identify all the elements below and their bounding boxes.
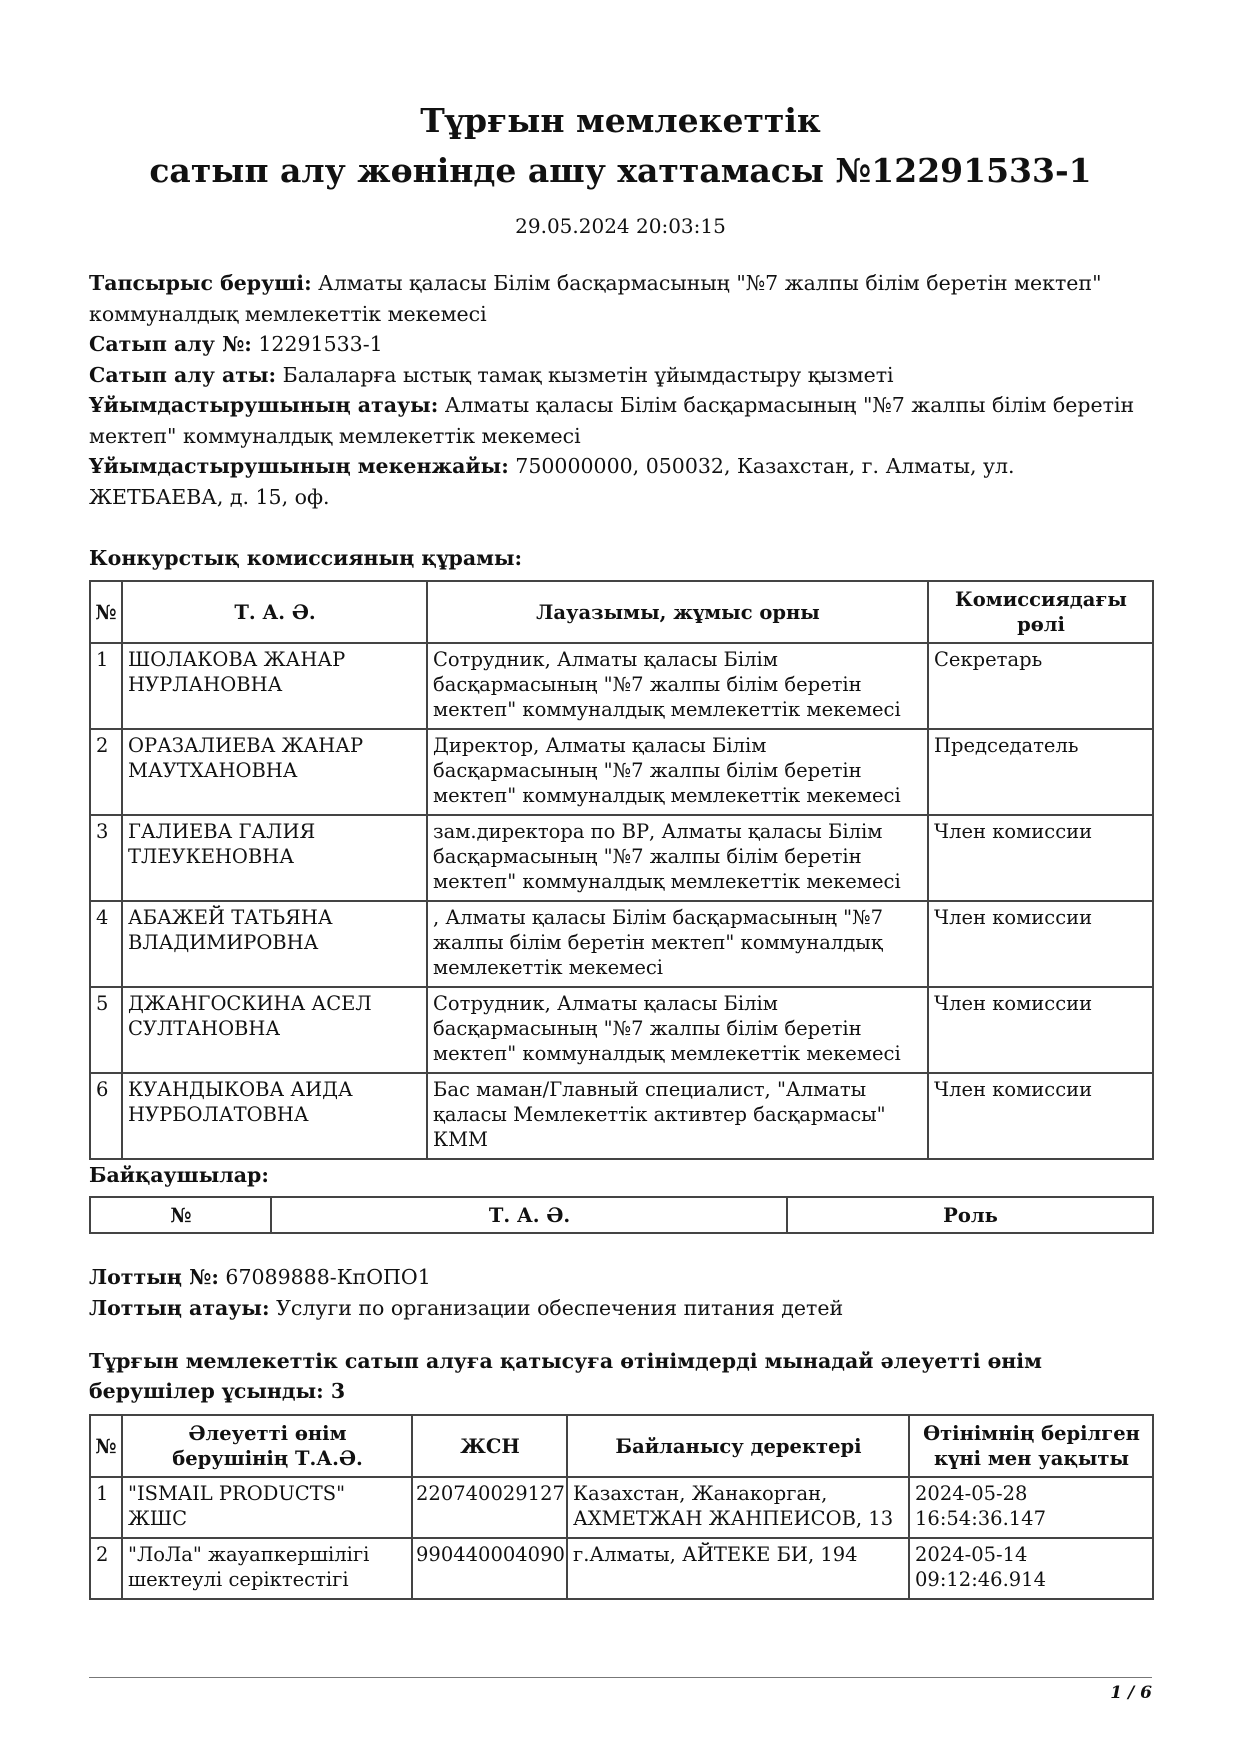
member-position: Директор, Алматы қаласы Білім басқармасының "№7 жалпы білім беретін мектеп" коммуналдық мемлекеттік мекемесі (427, 729, 928, 815)
member-position: Бас маман/Главный специалист, "Алматы қаласы Мемлекеттік активтер басқармасы" КММ (427, 1073, 928, 1159)
member-position: , Алматы қаласы Білім басқармасының "№7 жалпы білім беретін мектеп" коммуналдық мемлекеттік мекемесі (427, 901, 928, 987)
member-role: Член комиссии (928, 815, 1153, 901)
suppliers-header-row (90, 1415, 1153, 1477)
member-name: ШОЛАКОВА ЖАНАР НУРЛАНОВНА (122, 643, 427, 729)
col-role: Комиссиядағы рөлі (928, 581, 1153, 643)
customer-field (89, 268, 1152, 329)
row-number: 1 (90, 1477, 122, 1538)
col-full-name: Т. А. Ә. (271, 1197, 787, 1233)
col-number: № (90, 1197, 271, 1233)
member-role: Член комиссии (928, 987, 1153, 1073)
customer-value: Алматы қаласы Білім басқармасының "№7 жалпы білім беретін мектеп" коммуналдық мемлекеттік мекемесі (89, 271, 1102, 326)
document-datetime: 29.05.2024 20:03:15 (515, 214, 726, 238)
member-name: ОРАЗАЛИЕВА ЖАНАР МАУТХАНОВНА (122, 729, 427, 815)
supplier-submitted-at: 2024-05-28 16:54:36.147 (909, 1477, 1153, 1538)
table-row (90, 1073, 1153, 1159)
table-row (90, 815, 1153, 901)
lot-number-label: Лоттың №: (89, 1265, 219, 1289)
supplier-name: "ISMAIL PRODUCTS" ЖШС (122, 1477, 412, 1538)
title-line-2: сатып алу жөнінде ашу хаттамасы №12291533-1 (149, 151, 1092, 190)
member-role: Секретарь (928, 643, 1153, 729)
col-bin: ЖСН (412, 1415, 567, 1477)
supplier-bin: 990440004090 (412, 1538, 567, 1599)
member-name: КУАНДЫКОВА АИДА НУРБОЛАТОВНА (122, 1073, 427, 1159)
supplier-contacts: г.Алматы, АЙТЕКЕ БИ, 194 (567, 1538, 909, 1599)
row-number: 2 (90, 729, 122, 815)
col-submitted-at: Өтінімнің берілген күні мен уақыты (909, 1415, 1153, 1477)
purchase-name-label: Сатып алу аты: (89, 362, 277, 387)
organizer-address-field (89, 451, 1152, 512)
lot-name-label: Лоттың атауы: (89, 1295, 270, 1320)
row-number: 2 (90, 1538, 122, 1599)
suppliers-table (89, 1414, 1154, 1600)
table-row (90, 729, 1153, 815)
commission-heading: Конкурстық комиссияның құрамы: (89, 546, 523, 570)
table-row (90, 987, 1153, 1073)
customer-label: Тапсырыс беруші: (89, 271, 312, 295)
title-line-1: Тұрғын мемлекеттік (420, 101, 821, 140)
row-number: 5 (90, 987, 122, 1073)
member-name: АБАЖЕЙ ТАТЬЯНА ВЛАДИМИРОВНА (122, 901, 427, 987)
supplier-name: "ЛоЛа" жауапкершілігі шектеулі серіктестігі (122, 1538, 412, 1599)
supplier-contacts: Казахстан, Жанакорган, АХМЕТЖАН ЖАНПЕИСОВ, 13 (567, 1477, 909, 1538)
lot-name-field (89, 1293, 843, 1324)
organizer-address-value: 750000000, 050032, Казахстан, г. Алматы, ул. ЖЕТБАЕВА, д. 15, оф. (89, 454, 1015, 509)
table-row (90, 1477, 1153, 1538)
commission-header-row (90, 581, 1153, 643)
lot-info (89, 1262, 843, 1323)
lot-name-value: Услуги по организации обеспечения питания детей (276, 1295, 844, 1320)
purchase-number-field (89, 329, 1152, 360)
member-position: Сотрудник, Алматы қаласы Білім басқармасының "№7 жалпы білім беретін мектеп" коммуналдық мемлекеттік мекемесі (427, 987, 928, 1073)
col-number: № (90, 1415, 122, 1477)
supplier-bin: 220740029127 (412, 1477, 567, 1538)
member-role: Председатель (928, 729, 1153, 815)
table-row (90, 901, 1153, 987)
member-position: зам.директора по ВР, Алматы қаласы Білім басқармасының "№7 жалпы білім беретін мектеп" коммуналдық мемлекеттік мекемесі (427, 815, 928, 901)
organizer-name-value: Алматы қаласы Білім басқармасының "№7 жалпы білім беретін мектеп" коммуналдық мемлекеттік мекемесі (89, 393, 1135, 448)
page-number: 1 / 6 (1110, 1683, 1152, 1703)
purchase-name-field (89, 360, 1152, 391)
col-role: Роль (787, 1197, 1153, 1233)
purchase-name-value: Балаларға ыстық тамақ кызметін ұйымдастыру қызметі (282, 362, 894, 387)
commission-table (89, 580, 1154, 1160)
col-supplier-name: Әлеуетті өнім берушінің Т.А.Ә. (122, 1415, 412, 1477)
member-name: ДЖАНГОСКИНА АСЕЛ СУЛТАНОВНА (122, 987, 427, 1073)
member-role: Член комиссии (928, 901, 1153, 987)
document-title (89, 96, 1152, 196)
procurement-info (89, 268, 1152, 512)
table-row (90, 643, 1153, 729)
footer-divider (89, 1677, 1152, 1678)
purchase-number-label: Сатып алу №: (89, 332, 252, 356)
table-row (90, 1538, 1153, 1599)
member-role: Член комиссии (928, 1073, 1153, 1159)
observers-header-row (90, 1197, 1153, 1233)
purchase-number-value: 12291533-1 (258, 332, 383, 356)
member-name: ГАЛИЕВА ГАЛИЯ ТЛЕУКЕНОВНА (122, 815, 427, 901)
organizer-address-label: Ұйымдастырушының мекенжайы: (89, 454, 509, 478)
supplier-submitted-at: 2024-05-14 09:12:46.914 (909, 1538, 1153, 1599)
observers-heading: Байқаушылар: (89, 1163, 269, 1187)
col-position: Лауазымы, жұмыс орны (427, 581, 928, 643)
suppliers-heading: Тұрғын мемлекеттік сатып алуға қатысуға өтінімдерді мынадай әлеуетті өнім берушілер ұсынды: 3 (89, 1349, 1042, 1403)
organizer-name-label: Ұйымдастырушының атауы: (89, 393, 439, 417)
member-position: Сотрудник, Алматы қаласы Білім басқармасының "№7 жалпы білім беретін мектеп" коммуналдық мемлекеттік мекемесі (427, 643, 928, 729)
col-number: № (90, 581, 122, 643)
col-full-name: Т. А. Ә. (122, 581, 427, 643)
lot-number-field (89, 1262, 843, 1293)
row-number: 4 (90, 901, 122, 987)
row-number: 3 (90, 815, 122, 901)
row-number: 1 (90, 643, 122, 729)
organizer-name-field (89, 390, 1152, 451)
lot-number-value: 67089888-КпОПО1 (225, 1265, 431, 1289)
row-number: 6 (90, 1073, 122, 1159)
col-contacts: Байланысу деректері (567, 1415, 909, 1477)
observers-table (89, 1196, 1154, 1234)
